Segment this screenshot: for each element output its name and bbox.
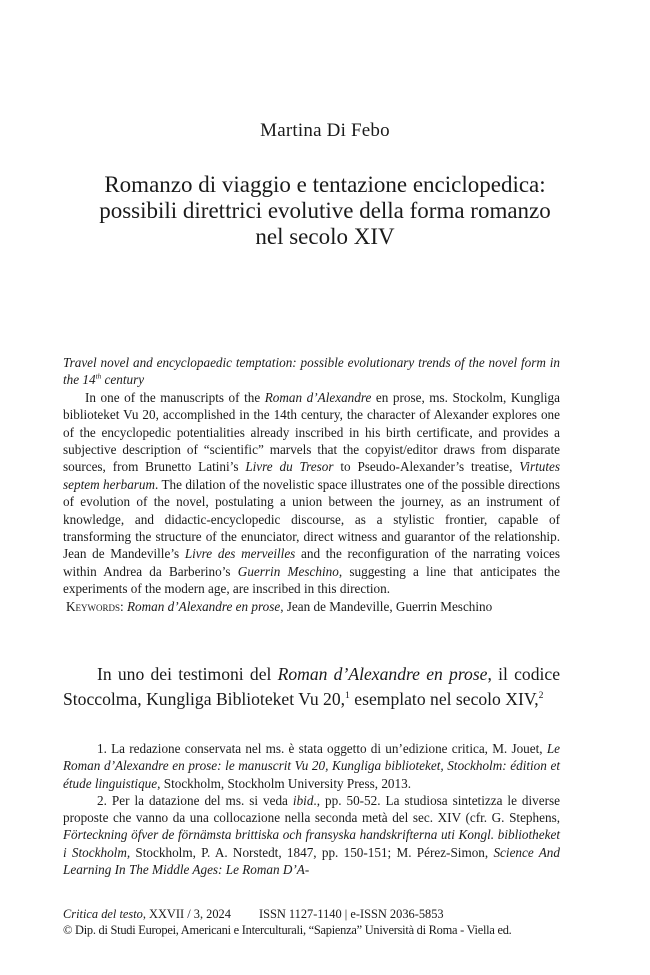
journal-volume: , XXVII / 3, 2024 — [142, 907, 231, 921]
footnote-1: 1. La redazione conservata nel ms. è stata oggetto di un’edizione critica, M. Jouet, Le Roman d’Alexandre en prose: le manuscrit Vu 20, Kungliga biblioteket, Stockholm: édition et étude linguistique, Stockholm, Stockholm University Press, 2013. — [63, 741, 560, 791]
body-paragraph: In uno dei testimoni del Roman d’Alexandre en prose, il codice Stoccolma, Kungliga Biblioteket Vu 20,$^1$ esemplato nel secolo XIV,$^2$ — [63, 664, 561, 709]
copyright: © Dip. di Studi Europei, Americani e Interculturali, “Sapienza” Università di Roma - Viella ed. — [63, 923, 512, 937]
issn: ISSN 1127-1140 | e-ISSN 2036-5853 — [258, 907, 444, 921]
article-title — [60, 172, 590, 250]
author-name: Martina Di Febo — [260, 120, 390, 141]
abstract-text: In one of the manuscripts of the Roman d’Alexandre en prose, ms. Stockolm, Kungliga biblioteket Vu 20, accomplished in the 14th century, the character of Alexander explores one of the encyclopedic potentialities already inscribed in his birth certificate, and provides a subjective description of “scientific” marvels that the copyist/editor draws from disparate sources, from Brunetto Latini’s Livre du Tresor to Pseudo-Alexander’s treatise, Virtutes septem herbarum. The dilation of the novelistic space illustrates one of the possible directions of evolution of the novel, postulating a union between the journey, as an instrument of knowledge, and didactic-encyclopedic discourse, as a stylistic frontier, capable of transforming the structure of the enunciator, direct witness and guarantor of the relationship. Jean de Mandeville’s Livre des merveilles and the reconfiguration of the narrating voices within Andrea da Barberino’s Guerrin Meschino, suggesting a line that anticipates the experiments of the modern age, are inscribed in this direction. — [63, 389, 561, 597]
footnote-2: 2. Per la datazione del ms. si veda ibid., pp. 50-52. La studiosa sintetizza le diverse proposte che vanno da una collocazione nella seconda metà del sec. XIV (cfr. G. Stephens, Förteckning öfver de förnämsta brittiska och fransyska handskrifterna uti Kongl. bibliotheket i Stockholm, Stockholm, P. A. Norstedt, 1847, pp. 150-151; M. Pérez-Simon, Science And Learning In The Middle Ages: Le Roman D’A- — [63, 792, 561, 878]
keywords-label: Keywords — [66, 598, 121, 614]
abstract — [63, 354, 560, 615]
keywords: Keywords: Roman d’Alexandre en prose, Jean de Mandeville, Guerrin Meschino — [66, 598, 493, 614]
title-line: nel secolo XIV — [255, 224, 395, 249]
body-text — [63, 662, 560, 711]
english-title: Travel novel and encyclopaedic temptation: possible evolutionary trends of the novel form in the 14th century — [63, 355, 560, 388]
journal-name: Critica del testo — [63, 907, 143, 921]
footnote-ref[interactable]: 2 — [538, 689, 544, 701]
page-footer — [63, 906, 560, 938]
footnotes — [63, 740, 560, 878]
title-line: Romanzo di viaggio e tentazione enciclopedica: — [104, 172, 546, 197]
footnote-ref[interactable]: 1 — [345, 689, 350, 701]
title-line: possibili direttrici evolutive della forma romanzo — [99, 198, 551, 223]
